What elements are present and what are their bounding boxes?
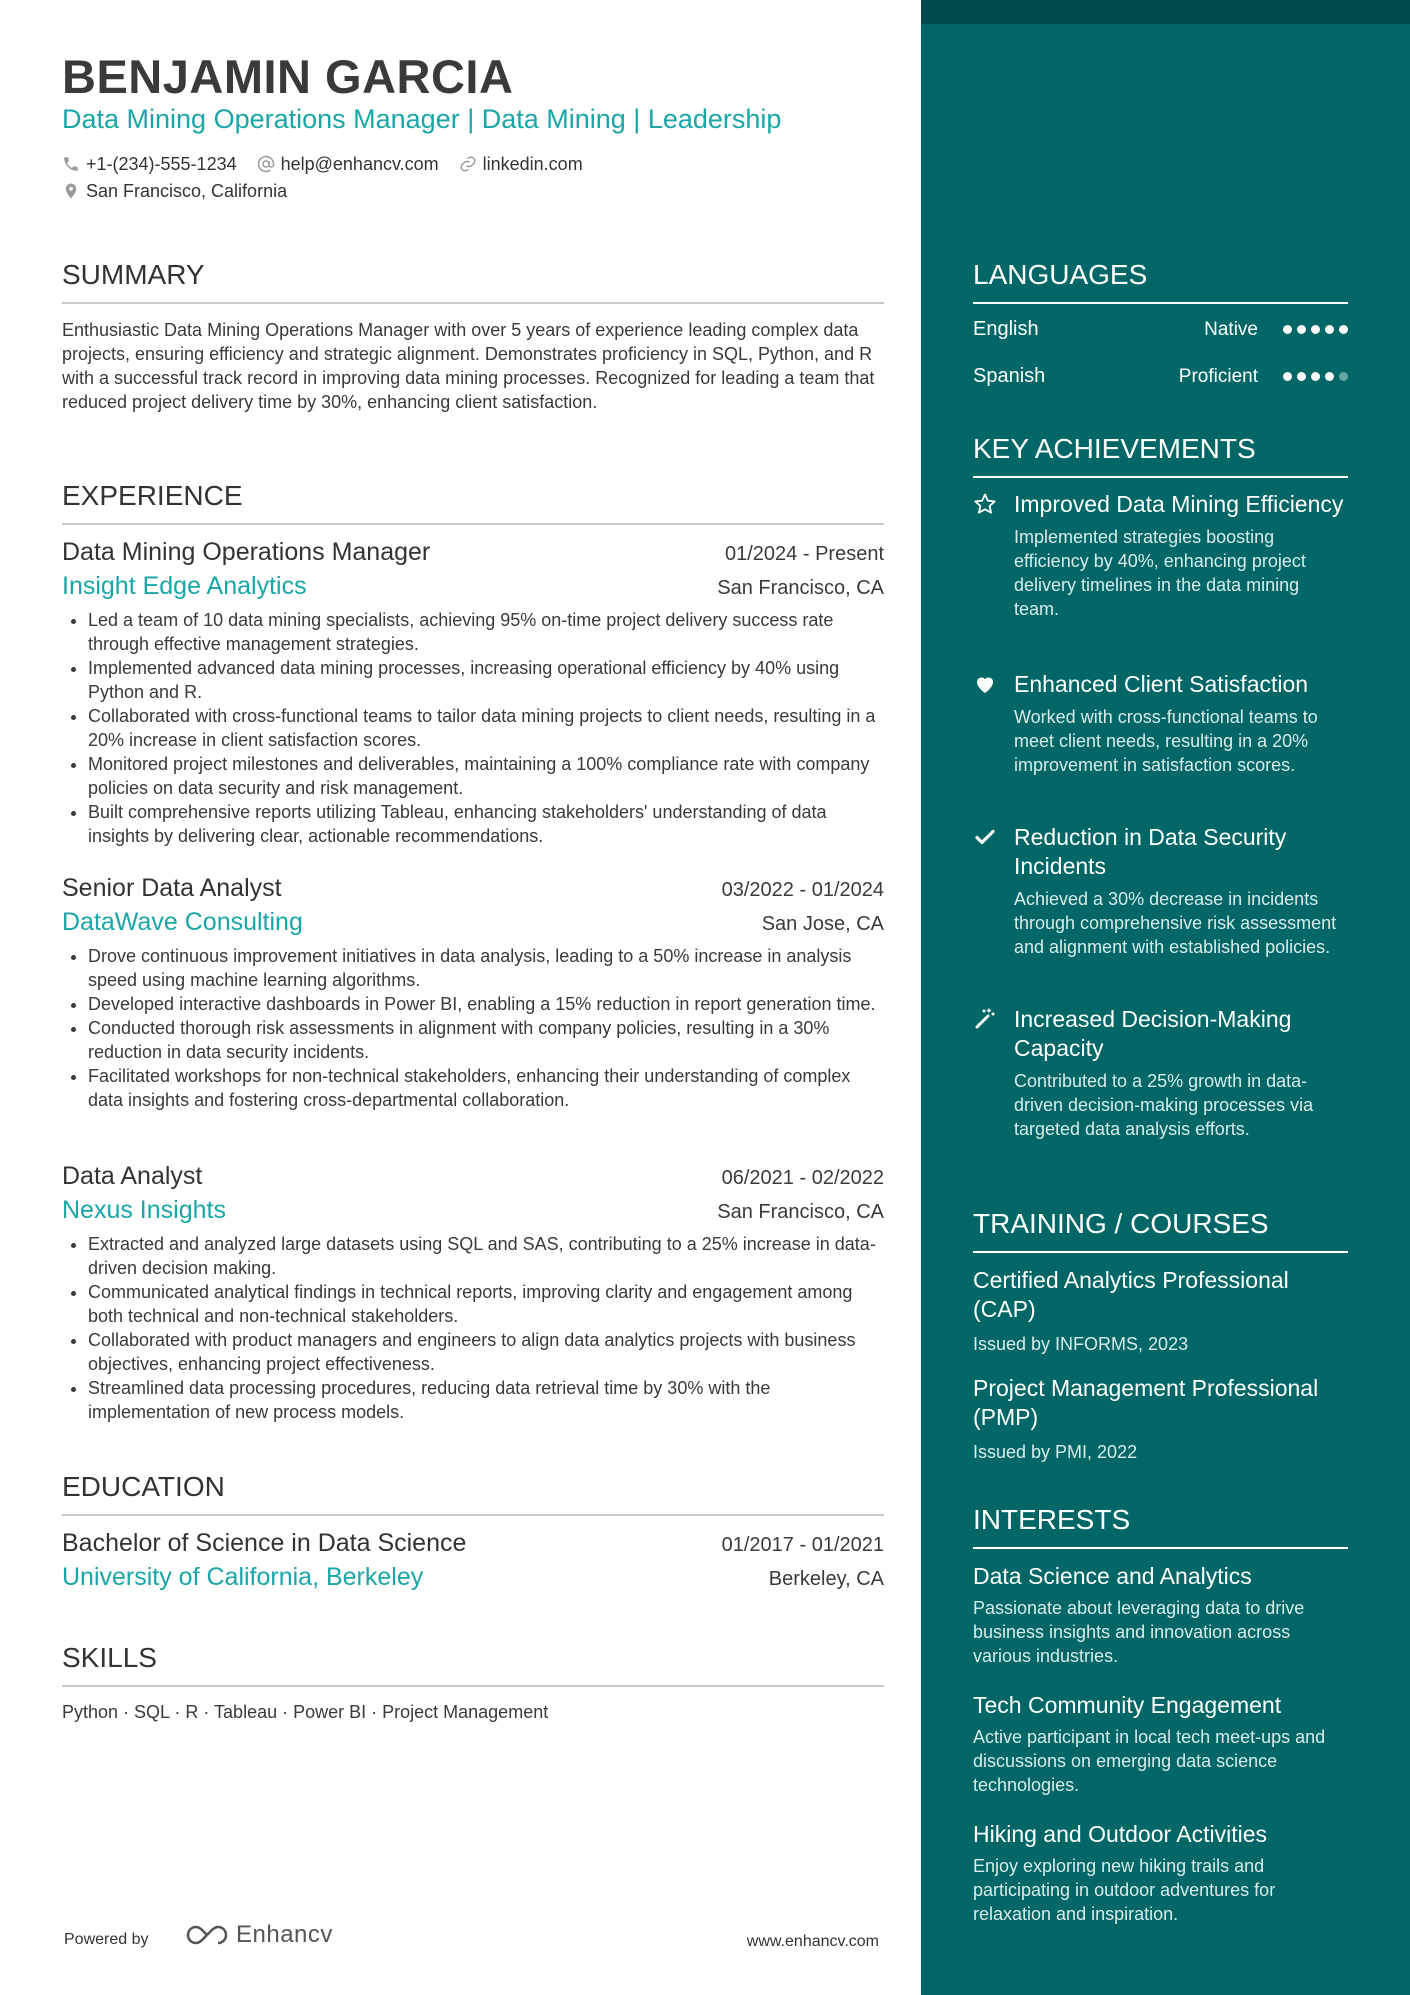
- job-bullets: [62, 608, 884, 848]
- job-location: San Francisco, CA: [717, 1201, 884, 1223]
- job-bullet: • Conducted thorough risk assessments in alignment with company policies, resulting in a 30% reduction in data security incidents.: [88, 1016, 884, 1064]
- education-dates: 01/2017 - 01/2021: [721, 1534, 884, 1556]
- location-contact: [62, 179, 287, 203]
- achievement-title: Enhanced Client Satisfaction: [1014, 671, 1309, 697]
- job-company[interactable]: Insight Edge Analytics: [62, 572, 307, 600]
- interest-desc: Passionate about leveraging data to drive business insights and innovation across various industries.: [973, 1598, 1305, 1666]
- course-item: [973, 1374, 1348, 1464]
- training-heading: TRAINING / COURSES: [973, 1207, 1348, 1253]
- skills-heading: SKILLS: [62, 1641, 884, 1687]
- location-text: San Francisco, California: [86, 181, 288, 201]
- enhancv-logo-icon: [184, 1923, 230, 1947]
- job-location: San Francisco, CA: [717, 577, 884, 599]
- phone-text: +1-(234)-555-1234: [86, 154, 237, 174]
- interest-desc: Active participant in local tech meet-ups and discussions on emerging data science technologies.: [973, 1727, 1326, 1795]
- education-heading: EDUCATION: [62, 1470, 884, 1516]
- achievement-title: Reduction in Data Security Incidents: [1014, 824, 1287, 879]
- education-location: Berkeley, CA: [768, 1568, 884, 1590]
- heart-icon: [973, 672, 997, 696]
- interests-heading: INTERESTS: [973, 1503, 1348, 1549]
- achievement-item: [973, 670, 1348, 777]
- job-title: Senior Data Analyst: [62, 874, 282, 902]
- phone-contact[interactable]: [62, 152, 237, 176]
- at-icon: [257, 155, 275, 173]
- language-level: Proficient: [1178, 365, 1258, 387]
- achievement-item: [973, 1005, 1348, 1141]
- language-rating: [1278, 372, 1348, 381]
- job-dates: 01/2024 - Present: [725, 543, 884, 565]
- achievement-title: Improved Data Mining Efficiency: [1014, 491, 1344, 517]
- job-bullet: • Led a team of 10 data mining specialists, achieving 95% on-time project delivery success rate through effective management strategies.: [88, 608, 884, 656]
- rating-dot: [1339, 325, 1348, 334]
- candidate-name: BENJAMIN GARCIA: [62, 50, 514, 103]
- rating-dot: [1283, 325, 1292, 334]
- summary-text: Enthusiastic Data Mining Operations Manager with over 5 years of experience leading complex data projects, ensuring efficiency and strategic alignment. Demonstrates proficiency in SQL, Python, and R with a successful track record in improving data mining processes. Recognized for leading a team that reduced project delivery time by 30%, enhancing client satisfaction.: [62, 320, 875, 412]
- achievement-item: [973, 490, 1348, 621]
- language-item: [973, 365, 1348, 388]
- job-bullets: [62, 944, 884, 1112]
- magic-wand-icon: [973, 1007, 997, 1031]
- rating-dot: [1311, 325, 1320, 334]
- interest-title: Data Science and Analytics: [973, 1563, 1252, 1589]
- rating-dot: [1283, 372, 1292, 381]
- job-company[interactable]: Nexus Insights: [62, 1196, 226, 1224]
- job-bullet: • Communicated analytical findings in technical reports, improving clarity and engagement among both technical and non-technical stakeholders.: [88, 1280, 884, 1328]
- achievement-desc: Worked with cross-functional teams to meet client needs, resulting in a 20% improvement in satisfaction scores.: [1014, 707, 1318, 775]
- location-pin-icon: [62, 182, 80, 200]
- job-bullet: • Facilitated workshops for non-technical stakeholders, enhancing their understanding of complex data insights and fostering cross-departmental collaboration.: [88, 1064, 884, 1112]
- achievement-desc: Implemented strategies boosting efficiency by 40%, enhancing project delivery timelines in the data mining team.: [1014, 527, 1306, 619]
- interest-desc: Enjoy exploring new hiking trails and participating in outdoor adventures for relaxation and inspiration.: [973, 1856, 1276, 1924]
- job-bullet: • Collaborated with product managers and engineers to align data analytics projects with business objectives, enhancing project effectiveness.: [88, 1328, 884, 1376]
- achievement-desc: Achieved a 30% decrease in incidents through comprehensive risk assessment and alignment with established policies.: [1014, 889, 1337, 957]
- contact-row: [62, 152, 603, 176]
- course-issuer: Issued by INFORMS, 2023: [973, 1334, 1189, 1354]
- achievement-title: Increased Decision-Making Capacity: [1014, 1006, 1292, 1061]
- achievement-desc: Contributed to a 25% growth in data-driven decision-making processes via targeted data analysis efforts.: [1014, 1071, 1314, 1139]
- job-company[interactable]: DataWave Consulting: [62, 908, 303, 936]
- enhancv-brand: Enhancv: [236, 1921, 333, 1948]
- job-bullet: • Extracted and analyzed large datasets using SQL and SAS, contributing to a 25% increase in data-driven decision making.: [88, 1232, 884, 1280]
- rating-dot: [1311, 372, 1320, 381]
- phone-icon: [62, 155, 80, 173]
- key-achievements-heading: KEY ACHIEVEMENTS: [973, 432, 1348, 478]
- checkmark-icon: [973, 825, 997, 849]
- course-item: [973, 1266, 1348, 1356]
- skills-list: Python · SQL · R · Tableau · Power BI · Project Management: [62, 1702, 549, 1722]
- rating-dot: [1297, 325, 1306, 334]
- interest-title: Tech Community Engagement: [973, 1692, 1282, 1718]
- job-dates: 03/2022 - 01/2024: [721, 879, 884, 901]
- job-bullet: • Collaborated with cross-functional teams to tailor data mining projects to client needs, resulting in a 20% increase in client satisfaction scores.: [88, 704, 884, 752]
- job-entry: [62, 1160, 884, 1424]
- language-item: [973, 318, 1348, 341]
- linkedin-contact[interactable]: [459, 152, 583, 176]
- job-title: Data Mining Operations Manager: [62, 538, 431, 566]
- course-issuer: Issued by PMI, 2022: [973, 1442, 1138, 1462]
- rating-dot: [1325, 325, 1334, 334]
- job-dates: 06/2021 - 02/2022: [721, 1167, 884, 1189]
- job-title: Data Analyst: [62, 1162, 203, 1190]
- experience-heading: EXPERIENCE: [62, 479, 884, 525]
- email-text: help@enhancv.com: [280, 154, 439, 174]
- powered-by-label: Powered by: [64, 1931, 149, 1948]
- language-rating: [1278, 325, 1348, 334]
- degree: Bachelor of Science in Data Science: [62, 1529, 467, 1557]
- language-name: English: [973, 318, 1039, 340]
- enhancv-logo[interactable]: [184, 1921, 333, 1949]
- language-level: Native: [1204, 318, 1258, 340]
- school[interactable]: University of California, Berkeley: [62, 1563, 424, 1591]
- course-title: Certified Analytics Professional (CAP): [973, 1267, 1289, 1322]
- job-bullet: • Built comprehensive reports utilizing Tableau, enhancing stakeholders' understanding of data insights by delivering clear, actionable recommendations.: [88, 800, 884, 848]
- job-bullet: • Developed interactive dashboards in Power BI, enabling a 15% reduction in report generation time.: [88, 992, 884, 1016]
- languages-heading: LANGUAGES: [973, 258, 1348, 304]
- job-bullet: • Implemented advanced data mining processes, increasing operational efficiency by 40% using Python and R.: [88, 656, 884, 704]
- linkedin-text: linkedin.com: [482, 154, 583, 174]
- rating-dot: [1297, 372, 1306, 381]
- rating-dot: [1325, 372, 1334, 381]
- job-bullet: • Monitored project milestones and deliverables, maintaining a 100% compliance rate with company policies on data security and risk management.: [88, 752, 884, 800]
- job-location: San Jose, CA: [761, 913, 884, 935]
- job-bullets: [62, 1232, 884, 1424]
- course-title: Project Management Professional (PMP): [973, 1375, 1319, 1430]
- language-name: Spanish: [973, 365, 1046, 387]
- achievement-item: [973, 823, 1348, 959]
- footer-url[interactable]: www.enhancv.com: [746, 1933, 879, 1950]
- job-bullet: • Streamlined data processing procedures, reducing data retrieval time by 30% with the implementation of new process models.: [88, 1376, 884, 1424]
- education-entry: [62, 1527, 884, 1595]
- rating-dot: [1339, 372, 1348, 381]
- star-icon: [973, 492, 997, 516]
- interest-item: [973, 1691, 1348, 1797]
- summary-heading: SUMMARY: [62, 258, 884, 304]
- sidebar-top-bar: [921, 0, 1410, 24]
- headline: Data Mining Operations Manager | Data Mining | Leadership: [62, 104, 782, 134]
- interest-item: [973, 1562, 1348, 1668]
- link-icon: [459, 155, 477, 173]
- job-entry: [62, 536, 884, 848]
- location-row: [62, 179, 307, 203]
- interest-item: [973, 1820, 1348, 1926]
- job-entry: [62, 872, 884, 1112]
- job-bullet: • Drove continuous improvement initiatives in data analysis, leading to a 50% increase in analysis speed using machine learning algorithms.: [88, 944, 884, 992]
- email-contact[interactable]: [257, 152, 439, 176]
- interest-title: Hiking and Outdoor Activities: [973, 1821, 1268, 1847]
